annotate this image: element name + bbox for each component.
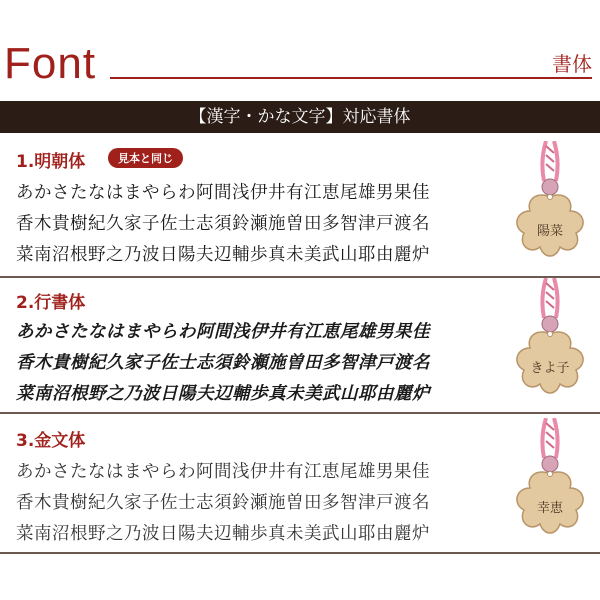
sample-line: 香木貴樹紀久家子佐士志須鈴瀬施曽田多智津戸渡名 [16, 493, 430, 513]
section-gyosho [0, 278, 600, 412]
section-divider [0, 552, 600, 554]
section-mincho [0, 133, 600, 276]
sample-line: あかさたなはまやらわ阿間浅伊井有江恵尾雄男果佳 [16, 322, 430, 342]
page-subtitle: 書体 [552, 52, 592, 76]
sakura-charm-image [510, 418, 590, 548]
sample-line: あかさたなはまやらわ阿間浅伊井有江恵尾雄男果佳 [16, 462, 430, 482]
page-title: Font [4, 39, 97, 88]
sample-line: あかさたなはまやらわ阿間浅伊井有江恵尾雄男果佳 [16, 183, 430, 203]
charm-name: きよ子 [530, 361, 570, 376]
header-rule [110, 77, 592, 79]
charm-name: 幸恵 [536, 501, 563, 516]
same-as-sample-badge: 見本と同じ [108, 148, 183, 168]
sample-line: 菜南沼根野之乃波日陽夫辺輔歩真未美武山耶由麗炉 [16, 524, 430, 544]
sample-line: 菜南沼根野之乃波日陽夫辺輔歩真未美武山耶由麗炉 [16, 384, 430, 404]
sakura-charm-image [510, 278, 590, 408]
section-title: 2.行書体 [16, 293, 86, 313]
sakura-charm-image [510, 141, 590, 271]
sample-line: 香木貴樹紀久家子佐士志須鈴瀬施曽田多智津戸渡名 [16, 353, 430, 373]
section-title: 1.明朝体 [16, 152, 86, 172]
section-kinbun [0, 414, 600, 552]
banner: 【漢字・かな文字】対応書体 [0, 101, 600, 133]
sample-line: 菜南沼根野之乃波日陽夫辺輔歩真未美武山耶由麗炉 [16, 245, 430, 265]
charm-name: 陽菜 [536, 224, 563, 239]
sample-line: 香木貴樹紀久家子佐士志須鈴瀬施曽田多智津戸渡名 [16, 214, 430, 234]
section-title: 3.金文体 [16, 431, 86, 451]
